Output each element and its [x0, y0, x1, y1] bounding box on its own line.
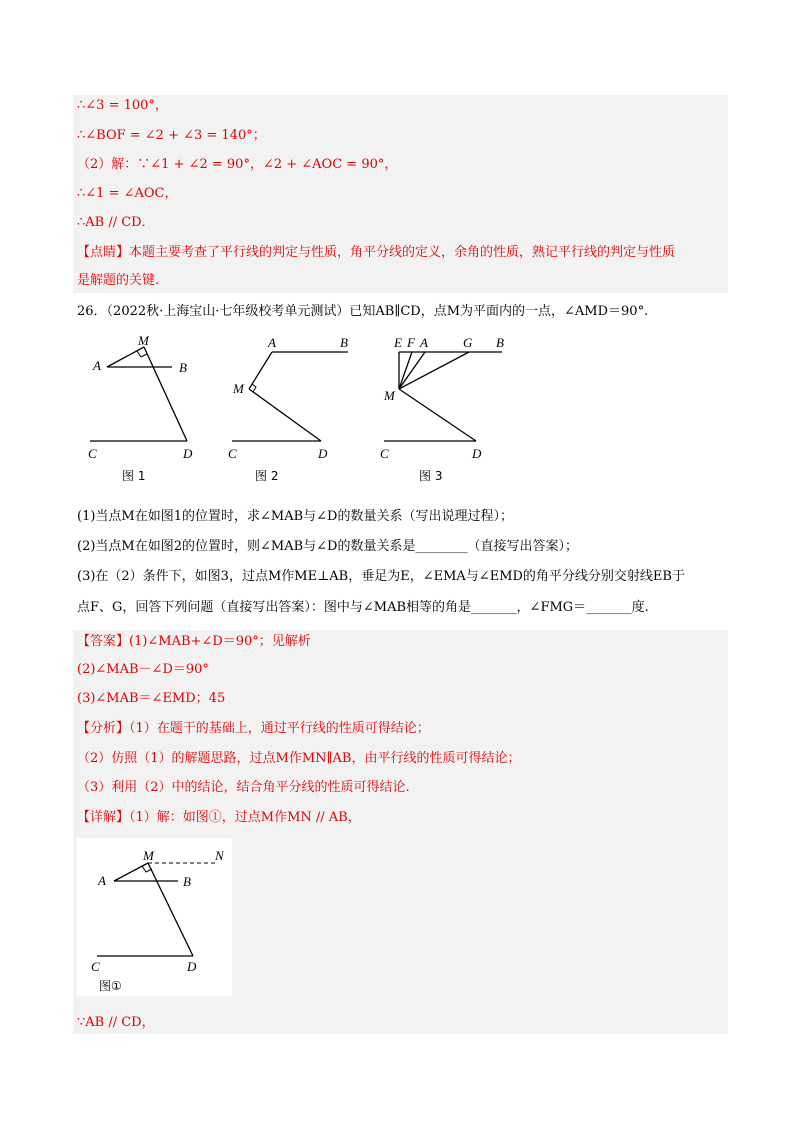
label-b: B: [179, 360, 187, 375]
label-a: A: [268, 335, 276, 350]
figure-circle1: [77, 838, 232, 996]
analysis-2: （2）仿照（1）的解题思路，过点M作MN∥AB，由平行线的性质可得结论；: [77, 751, 521, 766]
analysis-3: （3）利用（2）中的结论，结合角平分线的性质可得结论.: [77, 780, 410, 795]
caption-fig2: 图 2: [255, 469, 279, 483]
label-c: C: [88, 446, 97, 461]
label-a: A: [98, 873, 106, 888]
step-angle-bof: ∴∠BOF = ∠2 + ∠3 = 140°；: [77, 128, 266, 143]
step-parallel: ∴AB // CD．: [77, 215, 155, 230]
answer-2: (2)∠MAB－∠D＝90°: [77, 662, 209, 677]
label-m: M: [143, 848, 154, 863]
label-d: D: [187, 959, 197, 974]
label-m: M: [384, 388, 395, 403]
label-c: C: [380, 446, 389, 461]
figure-1: [80, 330, 210, 490]
label-a: A: [93, 358, 101, 373]
answer-1: 【答案】(1)∠MAB+∠D＝90°；见解析: [77, 634, 311, 649]
label-d: D: [318, 446, 328, 461]
comment-line1: 【点睛】本题主要考查了平行线的判定与性质，角平分线的定义，余角的性质，熟记平行线的判定与性质: [77, 245, 676, 260]
segment-am: [114, 863, 148, 881]
label-g: G: [463, 335, 473, 350]
question-2: (2)当点M在如图2的位置时，则∠MAB与∠D的数量关系是________（直接写出答案）；: [77, 539, 578, 554]
label-m: M: [138, 333, 149, 348]
question-1: (1)当点M在如图1的位置时，求∠MAB与∠D的数量关系（写出说理过程）；: [77, 509, 513, 524]
step-part2: （2）解：∵∠1 + ∠2 = 90°，∠2 + ∠AOC = 90°，: [77, 157, 398, 172]
problem-header: 26．（2022秋·上海宝山·七年级校考单元测试）已知AB∥CD，点M为平面内的一点，∠AMD＝90°.: [77, 304, 649, 319]
label-c: C: [228, 446, 237, 461]
label-b: B: [340, 335, 348, 350]
step-angle1-eq: ∴∠1 = ∠AOC，: [77, 186, 178, 201]
right-angle-mark: [137, 351, 147, 357]
last-line: ∵AB // CD，: [77, 1015, 155, 1030]
detail-line: 【详解】（1）解：如图①，过点M作MN // AB，: [77, 810, 361, 825]
label-d: D: [183, 446, 193, 461]
label-b: B: [496, 335, 504, 350]
label-f: F: [407, 335, 415, 350]
segment-md: [249, 389, 321, 441]
question-3b: 点F、G，回答下列问题（直接写出答案）：图中与∠MAB相等的角是_______，∠FMG＝_______度.: [77, 600, 649, 615]
analysis-1: 【分析】（1）在题干的基础上，通过平行线的性质可得结论；: [77, 721, 430, 736]
caption-fig3: 图 3: [419, 469, 443, 483]
caption-fig1: 图 1: [122, 469, 146, 483]
step-angle3: ∴∠3 = 100°，: [77, 98, 168, 113]
label-b: B: [183, 874, 191, 889]
answer-3: (3)∠MAB＝∠EMD；45: [77, 691, 226, 706]
label-d: D: [472, 446, 482, 461]
label-m: M: [233, 381, 244, 396]
question-3a: (3)在（2）条件下，如图3，过点M作ME⊥AB，垂足为E，∠EMA与∠EMD的角平分线分别交射线EB于: [77, 569, 685, 584]
label-a: A: [420, 335, 428, 350]
comment-line2: 是解题的关键.: [77, 273, 160, 288]
figure-3: [372, 330, 522, 490]
segment-am: [249, 352, 272, 389]
label-n: N: [215, 848, 224, 863]
label-c: C: [91, 959, 100, 974]
caption-fig-circle1: 图①: [99, 979, 122, 993]
segment-am: [107, 347, 144, 367]
segment-md: [399, 389, 476, 441]
segment-ma: [399, 352, 425, 389]
figure-2: [222, 330, 362, 490]
label-e: E: [394, 335, 402, 350]
